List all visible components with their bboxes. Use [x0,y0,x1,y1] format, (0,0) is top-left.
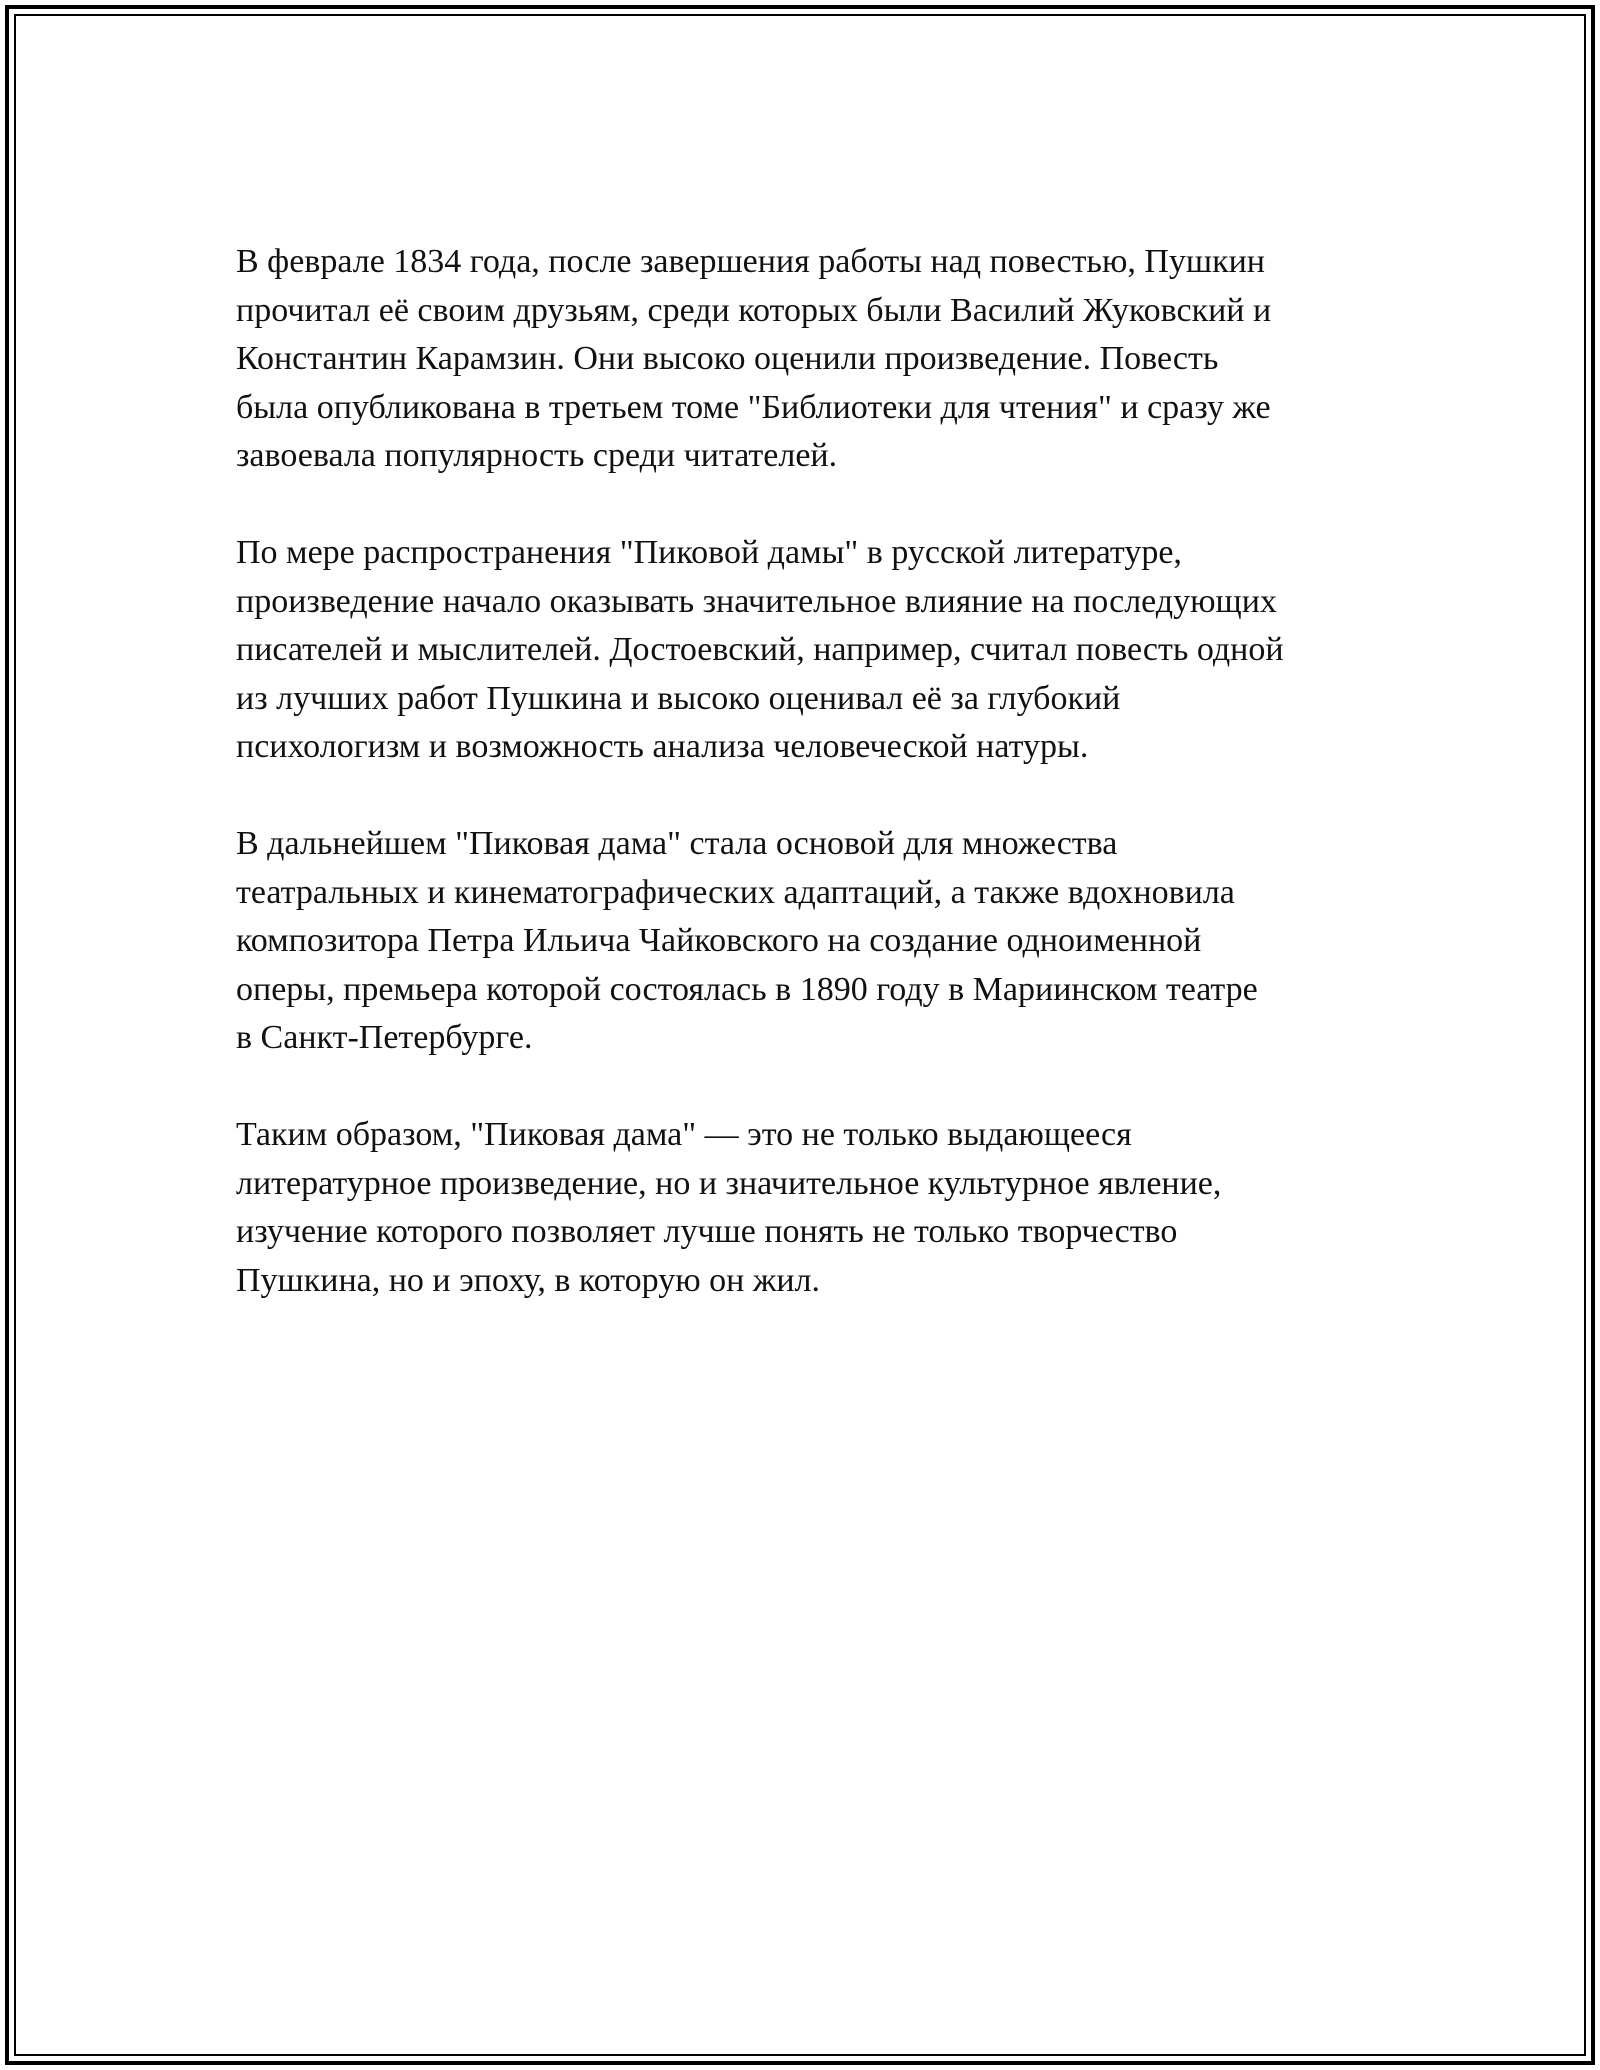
document-body [236,238,1376,1354]
paragraph-adaptations: В дальнейшем "Пиковая дама" стала основой для множества театральных и кинематографических адаптаций, а также вдохновила композитора Петра Ильича Чайковского на создание одноименной оперы, премьера которой состоялась в 1890 году в Мариинском театре в Санкт-Петербурге. [236,825,1258,1056]
paragraph-influence: По мере распространения "Пиковой дамы" в русской литературе, произведение начало оказывать значительное влияние на последующих писателей и мыслителей. Достоевский, например, считал повесть одной из лучших работ Пушкина и высоко оценивал её за глубокий психологизм и возможность анализа человеческой натуры. [236,534,1284,765]
paragraph-publication: В феврале 1834 года, после завершения работы над повестью, Пушкин прочитал её своим друзьям, среди которых были Василий Жуковский и Константин Карамзин. Они высоко оценили произведение. Повесть была опубликована в третьем томе "Библиотеки для чтения" и сразу же завоевала популярность среди читателей. [236,243,1272,474]
paragraph-conclusion: Таким образом, "Пиковая дама" — это не только выдающееся литературное произведение, но и значительное культурное явление, изучение которого позволяет лучше понять не только творчество Пушкина, но и эпоху, в которую он жил. [236,1116,1222,1299]
